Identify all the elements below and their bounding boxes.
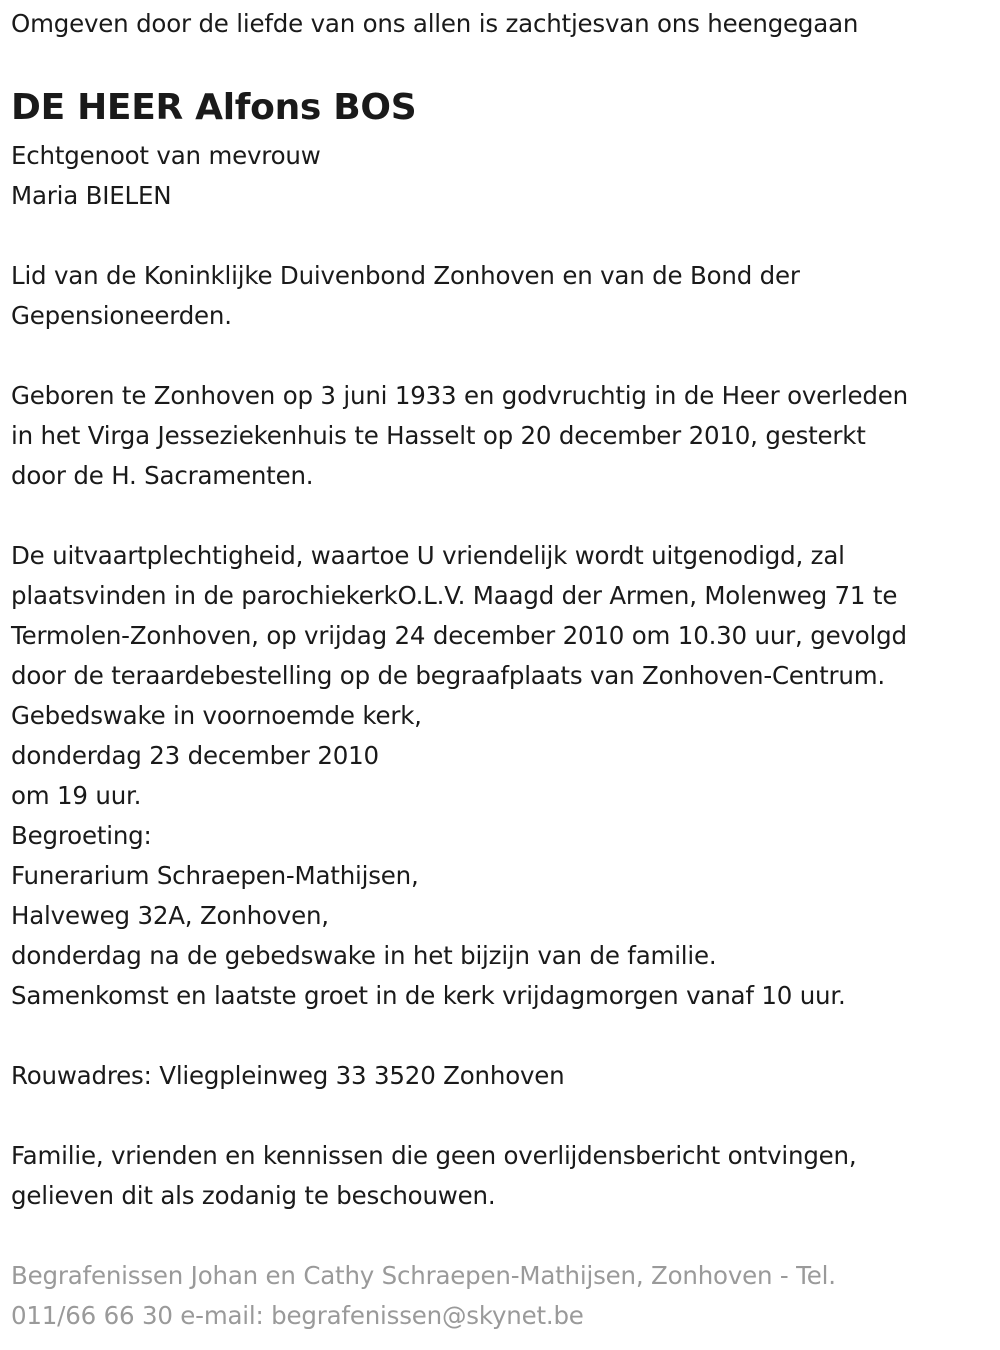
mourning-address: Rouwadres: Vliegpleinweg 33 3520 Zonhoven xyxy=(11,1061,565,1090)
spacer xyxy=(11,496,996,536)
spacer xyxy=(11,1016,996,1056)
membership-section xyxy=(11,256,996,336)
birth-death-section xyxy=(11,376,996,496)
spouse-section xyxy=(11,136,996,216)
deceased-name: DE HEER Alfons BOS xyxy=(11,87,417,128)
closing-line: Familie, vrienden en kennissen die geen overlijdensbericht ontvingen, xyxy=(11,1141,857,1170)
spacer xyxy=(11,1096,996,1136)
ceremony-line: Samenkomst en laatste groet in de kerk vrijdagmorgen vanaf 10 uur. xyxy=(11,981,846,1010)
ceremony-line: Begroeting: xyxy=(11,821,152,850)
intro-text: Omgeven door de liefde van ons allen is zachtjesvan ons heengegaan xyxy=(11,9,859,38)
ceremony-section xyxy=(11,536,996,1016)
death-notice xyxy=(11,0,996,1336)
membership-line: Lid van de Koninklijke Duivenbond Zonhoven en van de Bond der xyxy=(11,261,800,290)
ceremony-line: Termolen-Zonhoven, op vrijdag 24 december 2010 om 10.30 uur, gevolgd xyxy=(11,621,907,650)
ceremony-line: Funerarium Schraepen-Mathijsen, xyxy=(11,861,419,890)
membership-line: Gepensioneerden. xyxy=(11,301,232,330)
closing-section xyxy=(11,1136,996,1216)
footer-line: 011/66 66 30 e-mail: begrafenissen@skynet.be xyxy=(11,1301,584,1330)
closing-line: gelieven dit als zodanig te beschouwen. xyxy=(11,1181,496,1210)
spacer xyxy=(11,1216,996,1256)
birth-death-line: in het Virga Jesseziekenhuis te Hasselt op 20 december 2010, gesterkt xyxy=(11,421,866,450)
ceremony-line: door de teraardebestelling op de begraafplaats van Zonhoven-Centrum. xyxy=(11,661,885,690)
spacer xyxy=(11,216,996,256)
ceremony-line: Gebedswake in voornoemde kerk, xyxy=(11,701,422,730)
footer-line: Begrafenissen Johan en Cathy Schraepen-Mathijsen, Zonhoven - Tel. xyxy=(11,1261,836,1290)
ceremony-line: donderdag na de gebedswake in het bijzijn van de familie. xyxy=(11,941,717,970)
ceremony-line: De uitvaartplechtigheid, waartoe U vriendelijk wordt uitgenodigd, zal xyxy=(11,541,845,570)
ceremony-line: donderdag 23 december 2010 xyxy=(11,741,379,770)
spacer xyxy=(11,336,996,376)
ceremony-line: Halveweg 32A, Zonhoven, xyxy=(11,901,329,930)
spouse-line: Echtgenoot van mevrouw xyxy=(11,141,321,170)
funeral-home-footer xyxy=(11,1256,996,1336)
birth-death-line: door de H. Sacramenten. xyxy=(11,461,314,490)
spouse-name: Maria BIELEN xyxy=(11,181,172,210)
ceremony-line: om 19 uur. xyxy=(11,781,142,810)
birth-death-line: Geboren te Zonhoven op 3 juni 1933 en godvruchtig in de Heer overleden xyxy=(11,381,908,410)
ceremony-line: plaatsvinden in de parochiekerkO.L.V. Maagd der Armen, Molenweg 71 te xyxy=(11,581,898,610)
